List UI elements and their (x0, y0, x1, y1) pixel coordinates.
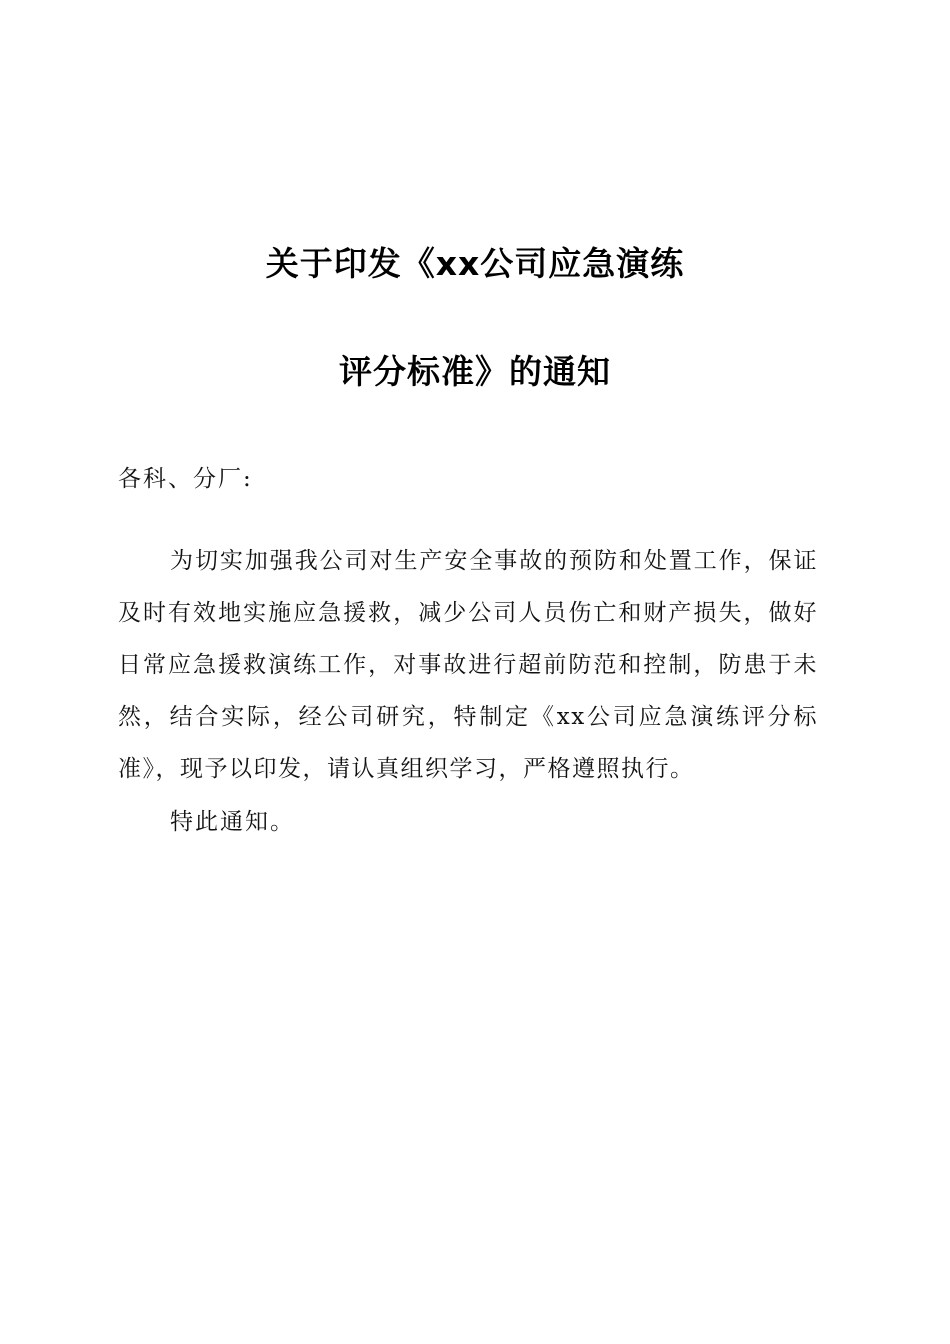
document-title-line-2: 评分标准》的通知 (339, 352, 611, 391)
salutation: 各科、分厂: (118, 466, 253, 492)
closing-line: 特此通知。 (170, 809, 295, 835)
body-paragraph: 为切实加强我公司对生产安全事故的预防和处置工作，保证及时有效地实施应急援救，减少公司人员伤亡和财产损失，做好日常应急援救演练工作，对事故进行超前防范和控制，防患于未然，结合实际，经公司研究，特制定《xx公司应急演练评分标准》，现予以印发，请认真组织学习，严格遵照执行。 (118, 548, 818, 782)
document-title-line-1: 关于印发《xx公司应急演练 (265, 244, 685, 283)
